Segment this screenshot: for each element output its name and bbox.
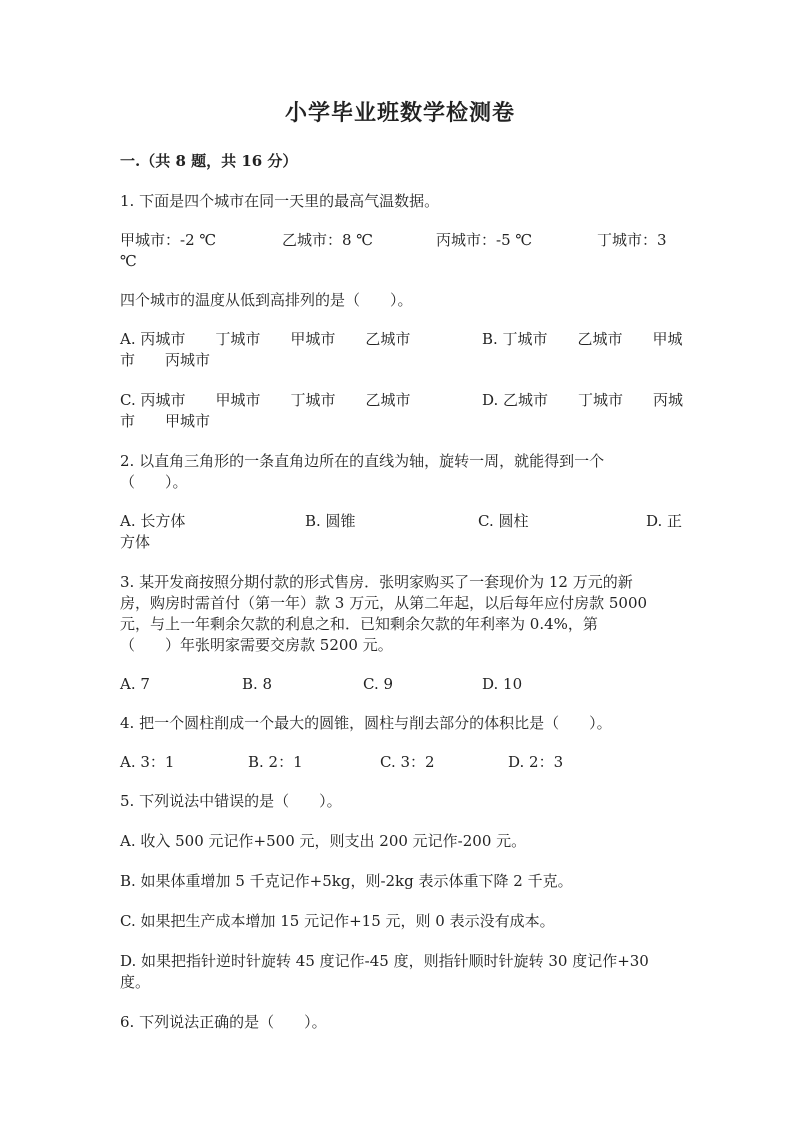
question-1-stem: 1. 下面是四个城市在同一天里的最高气温数据。 (120, 192, 440, 210)
q1-data-wrap: ℃ (120, 252, 137, 270)
q3-option-c[interactable]: C. 9 (363, 675, 394, 693)
q4-option-b[interactable]: B. 2：1 (248, 753, 303, 771)
question-3-line-1: 3. 某开发商按照分期付款的形式售房．张明家购买了一套现价为 12 万元的新 (120, 573, 633, 591)
q1-data-jia: 甲城市：-2 ℃ (120, 231, 217, 249)
question-5-stem: 5. 下列说法中错误的是（ ）。 (120, 792, 342, 810)
question-2-stem-wrap: （ ）。 (120, 473, 188, 491)
q1-option-d-wrap[interactable]: 市 甲城市 (120, 412, 211, 430)
q4-option-c[interactable]: C. 3：2 (380, 753, 435, 771)
q2-option-d[interactable]: D. 正 (646, 512, 683, 530)
q1-option-d[interactable]: D. 乙城市 丁城市 丙城 (482, 391, 684, 409)
q5-option-b[interactable]: B. 如果体重增加 5 千克记作+5kg，则-2kg 表示体重下降 2 千克。 (120, 872, 573, 890)
q1-option-c[interactable]: C. 丙城市 甲城市 丁城市 乙城市 (120, 391, 411, 409)
question-4-stem: 4. 把一个圆柱削成一个最大的圆锥，圆柱与削去部分的体积比是（ ）。 (120, 714, 612, 732)
q3-option-b[interactable]: B. 8 (242, 675, 273, 693)
q2-option-b[interactable]: B. 圆锥 (305, 512, 356, 530)
question-6-stem: 6. 下列说法正确的是（ ）。 (120, 1013, 327, 1031)
q1-data-yi: 乙城市：8 ℃ (282, 231, 374, 249)
q1-data-bing: 丙城市：-5 ℃ (436, 231, 533, 249)
q5-option-d[interactable]: D. 如果把指针逆时针旋转 45 度记作-45 度，则指针顺时针旋转 30 度记作+30 (120, 952, 649, 970)
q2-option-c[interactable]: C. 圆柱 (478, 512, 529, 530)
q2-option-a[interactable]: A. 长方体 (120, 512, 186, 530)
q1-option-a[interactable]: A. 丙城市 丁城市 甲城市 乙城市 (120, 330, 411, 348)
q4-option-d[interactable]: D. 2：3 (508, 753, 564, 771)
q1-option-b[interactable]: B. 丁城市 乙城市 甲城 (482, 330, 683, 348)
q1-data-ding: 丁城市：3 (597, 231, 667, 249)
question-3-line-2: 房，购房时需首付（第一年）款 3 万元，从第二年起，以后每年应付房款 5000 (120, 594, 648, 612)
q5-option-c[interactable]: C. 如果把生产成本增加 15 元记作+15 元，则 0 表示没有成本。 (120, 912, 555, 930)
q1-option-b-wrap[interactable]: 市 丙城市 (120, 351, 211, 369)
question-1-question: 四个城市的温度从低到高排列的是（ ）。 (120, 291, 413, 309)
q3-option-a[interactable]: A. 7 (120, 675, 150, 693)
section-heading: 一.（共 8 题，共 16 分） (120, 152, 298, 170)
page-title: 小学毕业班数学检测卷 (284, 100, 515, 126)
q5-option-d-wrap[interactable]: 度。 (120, 973, 151, 991)
q3-option-d[interactable]: D. 10 (482, 675, 523, 693)
question-2-stem: 2. 以直角三角形的一条直角边所在的直线为轴，旋转一周，就能得到一个 (120, 452, 605, 470)
question-3-line-4: （ ）年张明家需要交房款 5200 元。 (120, 636, 393, 654)
q2-option-d-wrap[interactable]: 方体 (120, 533, 151, 551)
question-3-line-3: 元，与上一年剩余欠款的利息之和．已知剩余欠款的年利率为 0.4%，第 (120, 615, 598, 633)
q4-option-a[interactable]: A. 3：1 (120, 753, 175, 771)
q5-option-a[interactable]: A. 收入 500 元记作+500 元，则支出 200 元记作-200 元。 (120, 832, 527, 850)
